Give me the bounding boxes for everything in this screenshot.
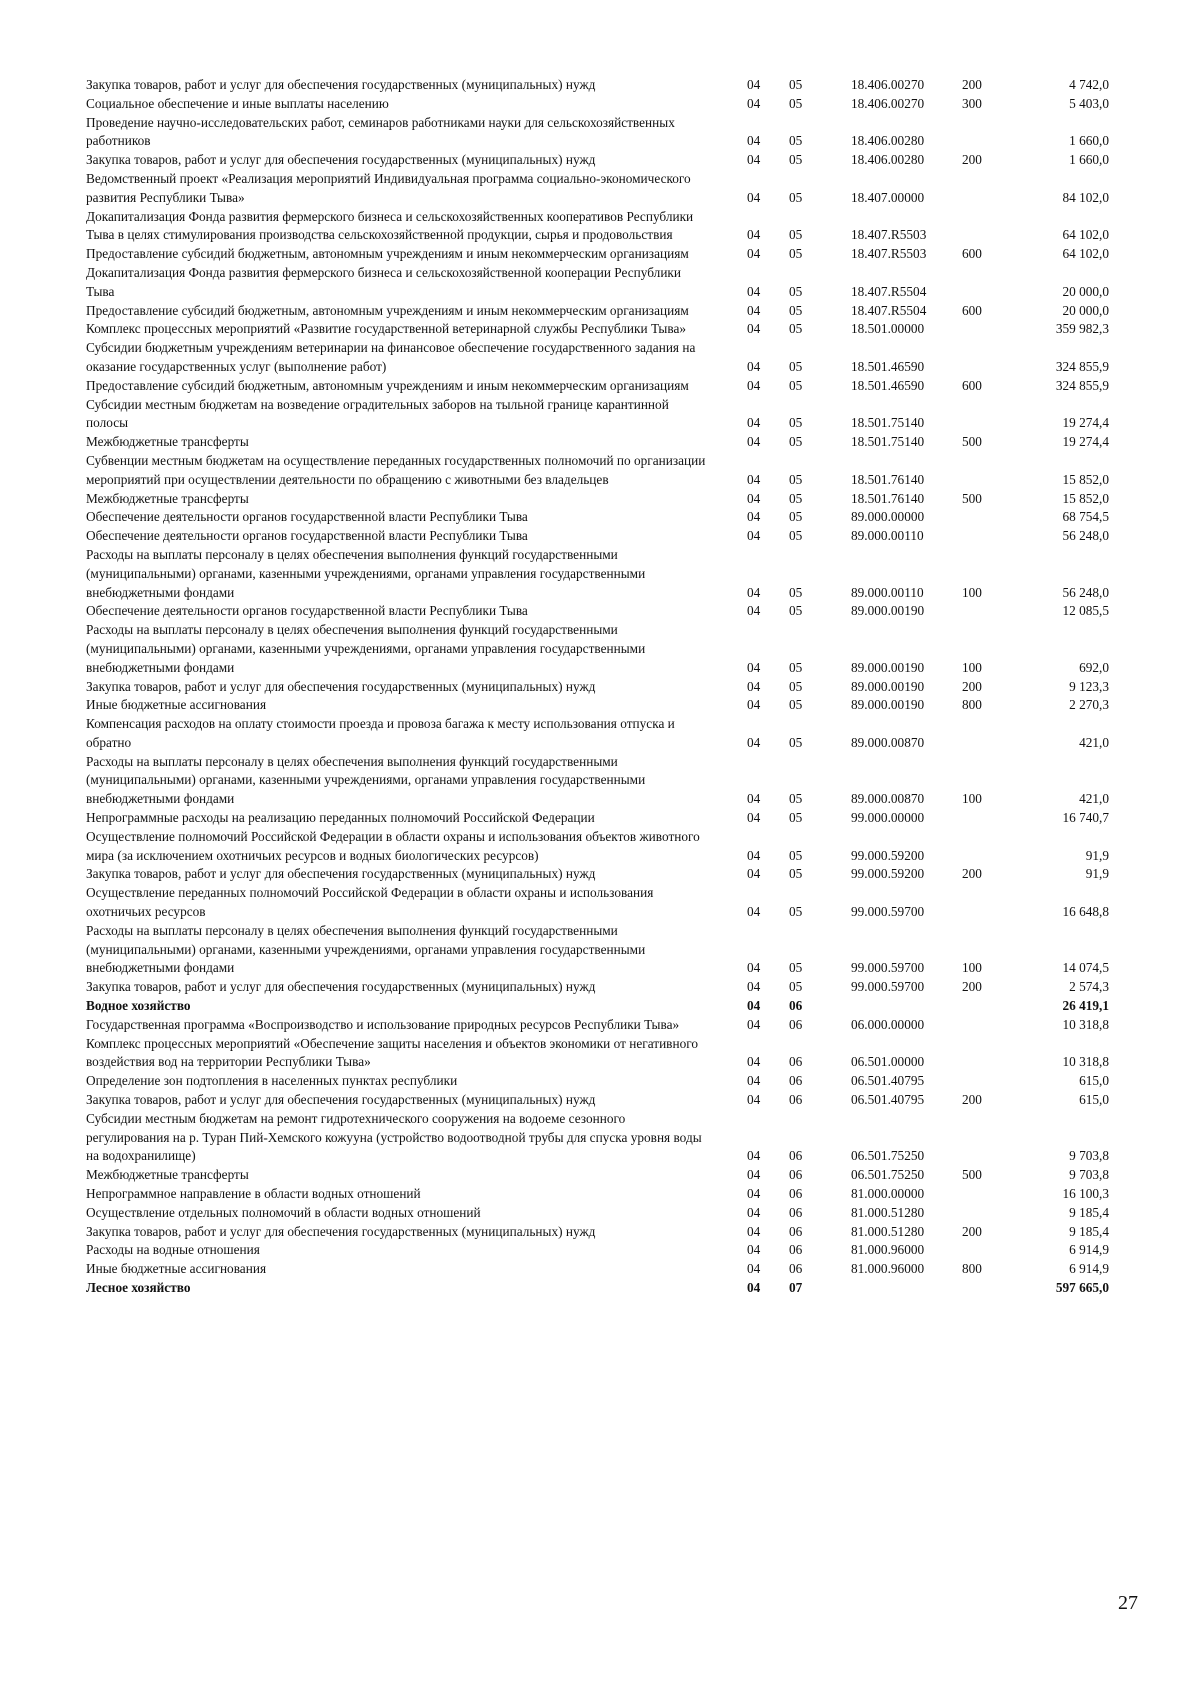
- row-amount: 14 074,5: [1062, 960, 1109, 976]
- table-row: [86, 753, 1126, 809]
- row-name: Обеспечение деятельности органов государственной власти Республики Тыва: [86, 509, 528, 525]
- table-row: [86, 151, 1126, 170]
- row-subsection: 05: [789, 77, 803, 92]
- row-name: Предоставление субсидий бюджетным, автономным учреждениям и иным некоммерческим организациям: [86, 377, 689, 393]
- row-amount: 324 855,9: [1055, 358, 1109, 374]
- row-section: 04: [747, 1016, 761, 1032]
- row-amount: 324 855,9: [1055, 377, 1109, 393]
- row-target-code: 89.000.00190: [851, 603, 925, 619]
- row-name: Расходы на выплаты персоналу в целях обеспечения выполнения функций государственными (муниципальными) органами, казенными учреждениями, органами управления государственными внебюджетными фондами: [86, 546, 646, 600]
- table-row: [86, 208, 1126, 246]
- row-amount: 26 419,1: [1062, 998, 1109, 1014]
- row-name: Закупка товаров, работ и услуг для обеспечения государственных (муниципальных) нужд: [86, 866, 596, 882]
- row-target-code: 18.501.75140: [851, 434, 925, 450]
- row-name: Межбюджетные трансферты: [86, 434, 249, 450]
- row-expense-type: 600: [962, 302, 982, 318]
- row-name: Предоставление субсидий бюджетным, автономным учреждениям и иным некоммерческим организациям: [86, 246, 689, 262]
- row-amount: 615,0: [1079, 1092, 1109, 1108]
- row-target-code: 89.000.00190: [851, 678, 925, 694]
- row-name: Водное хозяйство: [86, 998, 191, 1014]
- table-row: [86, 715, 1126, 753]
- row-section: 04: [747, 1092, 761, 1108]
- row-section: 04: [747, 358, 761, 374]
- row-subsection: 05: [789, 697, 803, 713]
- row-name: Компенсация расходов на оплату стоимости проезда и провоза багажа к месту использования отпуска и обратно: [86, 716, 675, 750]
- row-amount: 9 185,4: [1069, 1223, 1109, 1239]
- row-section: 04: [747, 1242, 761, 1258]
- row-target-code: 18.407.R5504: [851, 283, 927, 299]
- row-subsection: 05: [789, 509, 803, 525]
- table-row: [86, 602, 1126, 621]
- row-target-code: 89.000.00190: [851, 659, 925, 675]
- row-target-code: 99.000.00000: [851, 810, 925, 826]
- row-name: Докапитализация Фонда развития фермерского бизнеса и сельскохозяйственной кооперации Республики Тыва: [86, 264, 682, 299]
- row-target-code: 89.000.00190: [851, 697, 925, 713]
- row-amount: 421,0: [1079, 791, 1109, 807]
- page-number: 27: [1118, 1592, 1138, 1614]
- row-name: Проведение научно-исследовательских работ, семинаров работниками науки для сельскохозяйственных работников: [86, 114, 675, 149]
- table-row: [86, 621, 1126, 677]
- row-section: 04: [747, 847, 761, 863]
- row-name: Закупка товаров, работ и услуг для обеспечения государственных (муниципальных) нужд: [86, 678, 596, 694]
- table-row: [86, 452, 1126, 490]
- row-name: Межбюджетные трансферты: [86, 1167, 249, 1183]
- table-row: [86, 1091, 1126, 1110]
- row-target-code: 18.406.00280: [851, 152, 925, 168]
- row-target-code: 81.000.96000: [851, 1242, 925, 1258]
- budget-table: [86, 76, 1126, 1298]
- row-subsection: 05: [789, 979, 803, 995]
- table-row: [86, 809, 1126, 828]
- row-name: Закупка товаров, работ и услуг для обеспечения государственных (муниципальных) нужд: [86, 152, 596, 168]
- row-subsection: 05: [789, 358, 803, 374]
- table-row: [86, 865, 1126, 884]
- row-section: 04: [747, 1167, 761, 1183]
- row-section: 04: [747, 302, 761, 318]
- row-target-code: 18.407.R5503: [851, 246, 927, 262]
- row-name: Определение зон подтопления в населенных пунктах республики: [86, 1073, 458, 1089]
- row-expense-type: 800: [962, 697, 982, 713]
- row-subsection: 05: [789, 490, 803, 506]
- table-row: [86, 433, 1126, 452]
- row-name: Субсидии местным бюджетам на ремонт гидротехнического сооружения на водоеме сезонного регулирования на р. Туран Пий-Хемского кожууна (устройство водоотводной трубы для спуска уровня воды на водохранилище): [86, 1110, 702, 1164]
- row-amount: 16 740,7: [1062, 810, 1109, 826]
- row-target-code: 06.501.40795: [851, 1092, 925, 1108]
- row-amount: 597 665,0: [1055, 1280, 1109, 1295]
- table-row: [86, 1223, 1126, 1242]
- table-row: [86, 170, 1126, 208]
- row-name: Субсидии местным бюджетам на возведение оградительных заборов на тыльной границе карантинной полосы: [86, 396, 669, 431]
- row-amount: 359 982,3: [1055, 321, 1109, 337]
- row-target-code: 89.000.00110: [851, 584, 924, 600]
- row-amount: 1 660,0: [1069, 152, 1109, 168]
- row-amount: 84 102,0: [1062, 189, 1109, 205]
- row-target-code: 06.501.75250: [851, 1167, 925, 1183]
- row-amount: 16 648,8: [1062, 904, 1109, 920]
- row-subsection: 05: [789, 415, 803, 431]
- row-amount: 91,9: [1085, 847, 1109, 863]
- row-subsection: 05: [789, 528, 803, 544]
- row-amount: 91,9: [1085, 866, 1109, 882]
- row-target-code: 18.406.00280: [851, 133, 925, 149]
- row-subsection: 06: [789, 1054, 803, 1070]
- row-target-code: 99.000.59700: [851, 904, 925, 920]
- row-amount: 1 660,0: [1069, 133, 1109, 149]
- row-expense-type: 100: [962, 960, 982, 976]
- row-amount: 64 102,0: [1062, 246, 1109, 262]
- row-subsection: 05: [789, 866, 803, 882]
- table-row: [86, 1260, 1126, 1279]
- row-name: Непрограммное направление в области водных отношений: [86, 1186, 421, 1202]
- row-amount: 421,0: [1079, 734, 1109, 750]
- row-expense-type: 500: [962, 434, 982, 450]
- table-row: [86, 114, 1126, 152]
- row-subsection: 06: [789, 1223, 803, 1239]
- row-expense-type: 300: [962, 95, 982, 111]
- row-subsection: 05: [789, 904, 803, 920]
- row-expense-type: 100: [962, 659, 982, 675]
- row-subsection: 05: [789, 152, 803, 168]
- row-amount: 16 100,3: [1062, 1186, 1109, 1202]
- row-amount: 9 123,3: [1069, 678, 1109, 694]
- row-expense-type: 200: [962, 1223, 982, 1239]
- row-expense-type: 600: [962, 377, 982, 393]
- row-amount: 56 248,0: [1062, 584, 1109, 600]
- row-subsection: 06: [789, 1204, 803, 1220]
- row-expense-type: 200: [962, 678, 982, 694]
- row-subsection: 05: [789, 791, 803, 807]
- row-name: Лесное хозяйство: [86, 1280, 191, 1295]
- row-expense-type: 600: [962, 246, 982, 262]
- row-expense-type: 800: [962, 1261, 982, 1277]
- row-section: 04: [747, 603, 761, 619]
- row-section: 04: [747, 1261, 761, 1277]
- row-target-code: 18.501.46590: [851, 358, 925, 374]
- row-section: 04: [747, 321, 761, 337]
- row-amount: 20 000,0: [1062, 302, 1109, 318]
- row-amount: 615,0: [1079, 1073, 1109, 1089]
- row-section: 04: [747, 904, 761, 920]
- table-row: [86, 1279, 1126, 1298]
- row-name: Осуществление отдельных полномочий в области водных отношений: [86, 1204, 481, 1220]
- table-row: [86, 1072, 1126, 1091]
- row-subsection: 05: [789, 678, 803, 694]
- row-target-code: 81.000.51280: [851, 1204, 925, 1220]
- row-subsection: 05: [789, 584, 803, 600]
- row-subsection: 06: [789, 1167, 803, 1183]
- row-section: 04: [747, 866, 761, 882]
- row-subsection: 06: [789, 1148, 803, 1164]
- row-expense-type: 200: [962, 866, 982, 882]
- table-row: [86, 1016, 1126, 1035]
- row-target-code: 06.000.00000: [851, 1016, 925, 1032]
- row-amount: 6 914,9: [1069, 1242, 1109, 1258]
- row-target-code: 99.000.59700: [851, 960, 925, 976]
- row-target-code: 06.501.00000: [851, 1054, 925, 1070]
- row-subsection: 05: [789, 377, 803, 393]
- table-row: [86, 696, 1126, 715]
- row-target-code: 18.501.75140: [851, 415, 925, 431]
- row-section: 04: [747, 734, 761, 750]
- row-target-code: 18.501.46590: [851, 377, 925, 393]
- row-section: 04: [747, 509, 761, 525]
- row-expense-type: 500: [962, 490, 982, 506]
- row-section: 04: [747, 377, 761, 393]
- row-amount: 5 403,0: [1069, 95, 1109, 111]
- row-amount: 9 703,8: [1069, 1167, 1109, 1183]
- row-target-code: 89.000.00110: [851, 528, 924, 544]
- row-amount: 19 274,4: [1062, 434, 1109, 450]
- table-row: [86, 1185, 1126, 1204]
- row-amount: 692,0: [1079, 659, 1109, 675]
- table-row: [86, 339, 1126, 377]
- row-section: 04: [747, 1148, 761, 1164]
- row-subsection: 05: [789, 133, 803, 149]
- row-target-code: 99.000.59200: [851, 847, 925, 863]
- row-subsection: 05: [789, 283, 803, 299]
- row-amount: 12 085,5: [1062, 603, 1109, 619]
- row-section: 04: [747, 960, 761, 976]
- row-section: 04: [747, 1073, 761, 1089]
- row-expense-type: 200: [962, 1092, 982, 1108]
- row-section: 04: [747, 810, 761, 826]
- row-amount: 56 248,0: [1062, 528, 1109, 544]
- row-section: 04: [747, 697, 761, 713]
- table-row: [86, 1241, 1126, 1260]
- row-subsection: 06: [789, 1242, 803, 1258]
- row-target-code: 89.000.00870: [851, 791, 925, 807]
- row-name: Иные бюджетные ассигнования: [86, 697, 267, 713]
- row-section: 04: [747, 1186, 761, 1202]
- row-subsection: 05: [789, 227, 803, 243]
- row-name: Расходы на выплаты персоналу в целях обеспечения выполнения функций государственными (муниципальными) органами, казенными учреждениями, органами управления государственными внебюджетными фондами: [86, 922, 646, 976]
- row-subsection: 05: [789, 847, 803, 863]
- table-row: [86, 546, 1126, 602]
- row-name: Расходы на водные отношения: [86, 1242, 260, 1258]
- row-section: 04: [747, 415, 761, 431]
- row-name: Предоставление субсидий бюджетным, автономным учреждениям и иным некоммерческим организациям: [86, 302, 689, 318]
- row-name: Закупка товаров, работ и услуг для обеспечения государственных (муниципальных) нужд: [86, 979, 596, 995]
- row-amount: 19 274,4: [1062, 415, 1109, 431]
- row-subsection: 05: [789, 603, 803, 619]
- row-target-code: 18.501.76140: [851, 471, 925, 487]
- row-expense-type: 200: [962, 77, 982, 92]
- row-section: 04: [747, 189, 761, 205]
- row-section: 04: [747, 1223, 761, 1239]
- row-amount: 15 852,0: [1062, 490, 1109, 506]
- row-amount: 2 574,3: [1069, 979, 1109, 995]
- row-amount: 9 185,4: [1069, 1204, 1109, 1220]
- row-expense-type: 100: [962, 791, 982, 807]
- row-target-code: 81.000.96000: [851, 1261, 925, 1277]
- row-section: 04: [747, 283, 761, 299]
- row-expense-type: 200: [962, 152, 982, 168]
- row-expense-type: 500: [962, 1167, 982, 1183]
- row-target-code: 81.000.00000: [851, 1186, 925, 1202]
- row-section: 04: [747, 584, 761, 600]
- row-target-code: 18.407.R5503: [851, 227, 927, 243]
- table-row: [86, 997, 1126, 1016]
- row-section: 04: [747, 490, 761, 506]
- row-section: 04: [747, 246, 761, 262]
- row-subsection: 05: [789, 321, 803, 337]
- table-row: [86, 508, 1126, 527]
- row-section: 04: [747, 434, 761, 450]
- row-target-code: 06.501.75250: [851, 1148, 925, 1164]
- row-target-code: 18.407.00000: [851, 189, 925, 205]
- row-name: Комплекс процессных мероприятий «Обеспечение защиты населения и объектов экономики от негативного воздействия вод на территории Республики Тыва»: [86, 1035, 698, 1070]
- row-expense-type: 100: [962, 584, 982, 600]
- row-amount: 64 102,0: [1062, 227, 1109, 243]
- table-row: [86, 1204, 1126, 1223]
- row-target-code: 81.000.51280: [851, 1223, 925, 1239]
- row-amount: 9 703,8: [1069, 1148, 1109, 1164]
- row-name: Осуществление полномочий Российской Федерации в области охраны и использования объектов животного мира (за исключением охотничьих ресурсов и водных биологических ресурсов): [86, 828, 700, 863]
- row-amount: 2 270,3: [1069, 697, 1109, 713]
- row-name: Субсидии бюджетным учреждениям ветеринарии на финансовое обеспечение государственного задания на оказание государственных услуг (выполнение работ): [86, 340, 696, 374]
- table-row: [86, 922, 1126, 978]
- row-target-code: 18.501.00000: [851, 321, 925, 337]
- row-name: Обеспечение деятельности органов государственной власти Республики Тыва: [86, 603, 528, 619]
- row-subsection: 05: [789, 960, 803, 976]
- row-target-code: 89.000.00000: [851, 509, 925, 525]
- table-row: [86, 1166, 1126, 1185]
- row-name: Расходы на выплаты персоналу в целях обеспечения выполнения функций государственными (муниципальными) органами, казенными учреждениями, органами управления государственными внебюджетными фондами: [86, 753, 646, 807]
- row-section: 04: [747, 1054, 761, 1070]
- row-subsection: 05: [789, 810, 803, 826]
- table-row: [86, 76, 1126, 95]
- row-target-code: 89.000.00870: [851, 734, 925, 750]
- table-row: [86, 1110, 1126, 1166]
- row-subsection: 05: [789, 434, 803, 450]
- table-row: [86, 95, 1126, 114]
- row-name: Закупка товаров, работ и услуг для обеспечения государственных (муниципальных) нужд: [86, 1092, 596, 1108]
- row-section: 04: [747, 979, 761, 995]
- table-row: [86, 527, 1126, 546]
- row-name: Расходы на выплаты персоналу в целях обеспечения выполнения функций государственными (муниципальными) органами, казенными учреждениями, органами управления государственными внебюджетными фондами: [86, 622, 646, 675]
- row-name: Обеспечение деятельности органов государственной власти Республики Тыва: [86, 528, 528, 544]
- row-target-code: 18.406.00270: [851, 77, 925, 92]
- row-target-code: 18.501.76140: [851, 490, 925, 506]
- row-subsection: 05: [789, 246, 803, 262]
- row-target-code: 18.406.00270: [851, 95, 925, 111]
- row-section: 04: [747, 227, 761, 243]
- row-name: Осуществление переданных полномочий Российской Федерации в области охраны и использования охотничьих ресурсов: [86, 885, 654, 920]
- row-target-code: 99.000.59700: [851, 979, 925, 995]
- table-row: [86, 828, 1126, 866]
- table-row: [86, 396, 1126, 434]
- row-subsection: 06: [789, 1261, 803, 1277]
- table-row: [86, 320, 1126, 339]
- row-section: 04: [747, 77, 761, 92]
- row-name: Ведомственный проект «Реализация мероприятий Индивидуальная программа социально-экономического развития Республики Тыва»: [86, 170, 691, 205]
- table-row: [86, 302, 1126, 321]
- row-amount: 20 000,0: [1062, 283, 1109, 299]
- row-subsection: 06: [789, 1092, 803, 1108]
- row-target-code: 99.000.59200: [851, 866, 925, 882]
- row-subsection: 07: [789, 1280, 803, 1295]
- row-section: 04: [747, 678, 761, 694]
- row-subsection: 06: [789, 1186, 803, 1202]
- row-name: Межбюджетные трансферты: [86, 490, 249, 506]
- row-name: Непрограммные расходы на реализацию переданных полномочий Российской Федерации: [86, 810, 595, 826]
- row-name: Государственная программа «Воспроизводство и использование природных ресурсов Республики Тыва»: [86, 1016, 680, 1032]
- row-subsection: 06: [789, 998, 803, 1014]
- row-subsection: 06: [789, 1016, 803, 1032]
- row-section: 04: [747, 998, 761, 1014]
- row-name: Докапитализация Фонда развития фермерского бизнеса и сельскохозяйственных кооперативов Республики Тыва в целях стимулирования производства сельскохозяйственной продукции, сырья и продовольствия: [86, 208, 694, 243]
- row-subsection: 05: [789, 189, 803, 205]
- row-amount: 15 852,0: [1062, 471, 1109, 487]
- row-name: Закупка товаров, работ и услуг для обеспечения государственных (муниципальных) нужд: [86, 77, 596, 92]
- row-expense-type: 200: [962, 979, 982, 995]
- row-name: Закупка товаров, работ и услуг для обеспечения государственных (муниципальных) нужд: [86, 1223, 596, 1239]
- table-row: [86, 377, 1126, 396]
- row-name: Комплекс процессных мероприятий «Развитие государственной ветеринарной службы Республики Тыва»: [86, 321, 686, 337]
- row-section: 04: [747, 791, 761, 807]
- table-row: [86, 978, 1126, 997]
- table-row: [86, 264, 1126, 302]
- row-section: 04: [747, 1280, 761, 1295]
- row-subsection: 06: [789, 1073, 803, 1089]
- row-target-code: 18.407.R5504: [851, 302, 927, 318]
- row-amount: 4 742,0: [1069, 77, 1109, 92]
- table-row: [86, 1035, 1126, 1073]
- row-subsection: 05: [789, 471, 803, 487]
- row-section: 04: [747, 133, 761, 149]
- row-subsection: 05: [789, 95, 803, 111]
- row-amount: 10 318,8: [1062, 1016, 1109, 1032]
- row-section: 04: [747, 471, 761, 487]
- row-subsection: 05: [789, 734, 803, 750]
- row-name: Социальное обеспечение и иные выплаты населению: [86, 95, 389, 111]
- row-amount: 10 318,8: [1062, 1054, 1109, 1070]
- row-subsection: 05: [789, 302, 803, 318]
- row-section: 04: [747, 152, 761, 168]
- row-subsection: 05: [789, 659, 803, 675]
- row-amount: 68 754,5: [1062, 509, 1109, 525]
- row-section: 04: [747, 95, 761, 111]
- table-row: [86, 490, 1126, 509]
- row-section: 04: [747, 1204, 761, 1220]
- table-row: [86, 245, 1126, 264]
- row-section: 04: [747, 528, 761, 544]
- row-amount: 6 914,9: [1069, 1261, 1109, 1277]
- table-row: [86, 678, 1126, 697]
- row-name: Иные бюджетные ассигнования: [86, 1261, 267, 1277]
- row-section: 04: [747, 659, 761, 675]
- table-row: [86, 884, 1126, 922]
- row-name: Субвенции местным бюджетам на осуществление переданных государственных полномочий по организации мероприятий при осуществлении деятельности по обращению с животными без владельцев: [86, 452, 706, 487]
- row-target-code: 06.501.40795: [851, 1073, 925, 1089]
